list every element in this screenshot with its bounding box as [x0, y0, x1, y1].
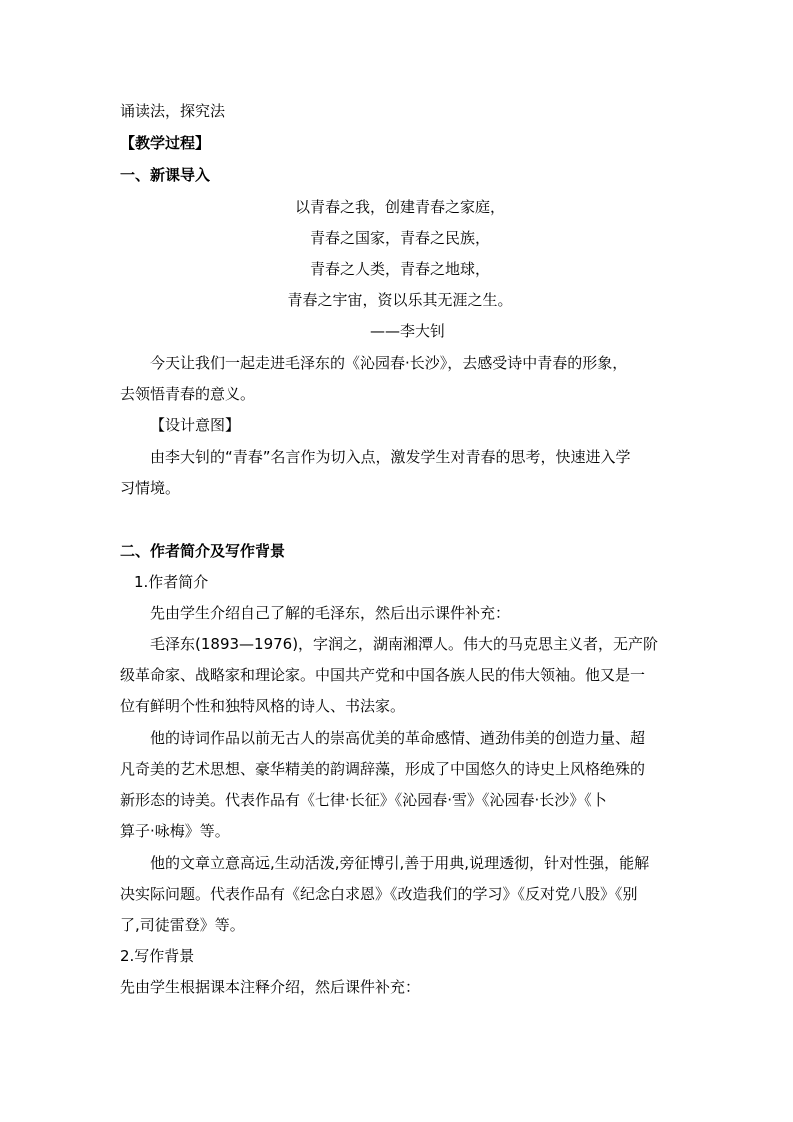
design-intent-line-1: 由李大钊的“青春”名言作为切入点，激发学生对青春的思考，快速进入学: [150, 448, 631, 466]
teaching-method: 诵读法，探究法: [120, 102, 226, 120]
design-intent-label: 【设计意图】: [150, 416, 241, 434]
poem-line-1: 以青春之我，创建青春之家庭，: [294, 198, 505, 216]
prose-line-1: 他的文章立意高远,生动活泼,旁征博引,善于用典,说理透彻，针对性强，能解: [150, 854, 650, 872]
bio-line-2: 级革命家、战略家和理论家。中国共产党和中国各族人民的伟大领袖。他又是一: [120, 666, 646, 684]
teaching-process-heading: 【教学过程】: [120, 134, 211, 152]
poem-line-4: 青春之宇宙，资以乐其无涯之生。: [287, 291, 513, 309]
bio-line-1: 毛泽东(1893—1976)，字润之，湖南湘潭人。伟大的马克思主义者，无产阶: [150, 635, 659, 653]
intro-line-2: 去领悟青春的意义。: [120, 385, 256, 403]
section-1-heading: 一、新课导入: [120, 166, 211, 184]
poem-attribution: ——李大钊: [370, 322, 446, 340]
writing-background-text: 先由学生根据课本注释介绍，然后课件补充：: [120, 978, 421, 996]
poem-line-2: 青春之国家，青春之民族，: [309, 229, 490, 247]
poetry-line-3: 新形态的诗美。代表作品有《七律·长征》《沁园春·雪》《沁园春·长沙》《卜: [120, 791, 607, 809]
bio-line-3: 位有鲜明个性和独特风格的诗人、书法家。: [120, 697, 406, 715]
prose-line-2: 决实际问题。代表作品有《纪念白求恩》《改造我们的学习》《反对党八股》《别: [120, 885, 638, 903]
section-2-heading: 二、作者简介及写作背景: [120, 542, 286, 560]
prose-line-3: 了,司徒雷登》等。: [120, 916, 245, 934]
intro-line-1: 今天让我们一起走进毛泽东的《沁园春·长沙》，去感受诗中青春的形象，: [150, 354, 628, 372]
poetry-line-2: 凡奇美的艺术思想、豪华精美的韵调辞藻，形成了中国悠久的诗史上风格绝殊的: [120, 760, 646, 778]
writing-background-heading: 2.写作背景: [120, 947, 195, 965]
author-intro-text: 先由学生介绍自己了解的毛泽东，然后出示课件补充：: [150, 604, 511, 622]
poetry-line-1: 他的诗词作品以前无古人的崇高优美的革命感情、遒劲伟美的创造力量、超: [150, 729, 646, 747]
poetry-line-4: 算子·咏梅》等。: [120, 822, 230, 840]
design-intent-line-2: 习情境。: [120, 479, 181, 497]
poem-line-3: 青春之人类，青春之地球，: [309, 260, 490, 278]
author-intro-heading: 1.作者简介: [134, 573, 209, 591]
